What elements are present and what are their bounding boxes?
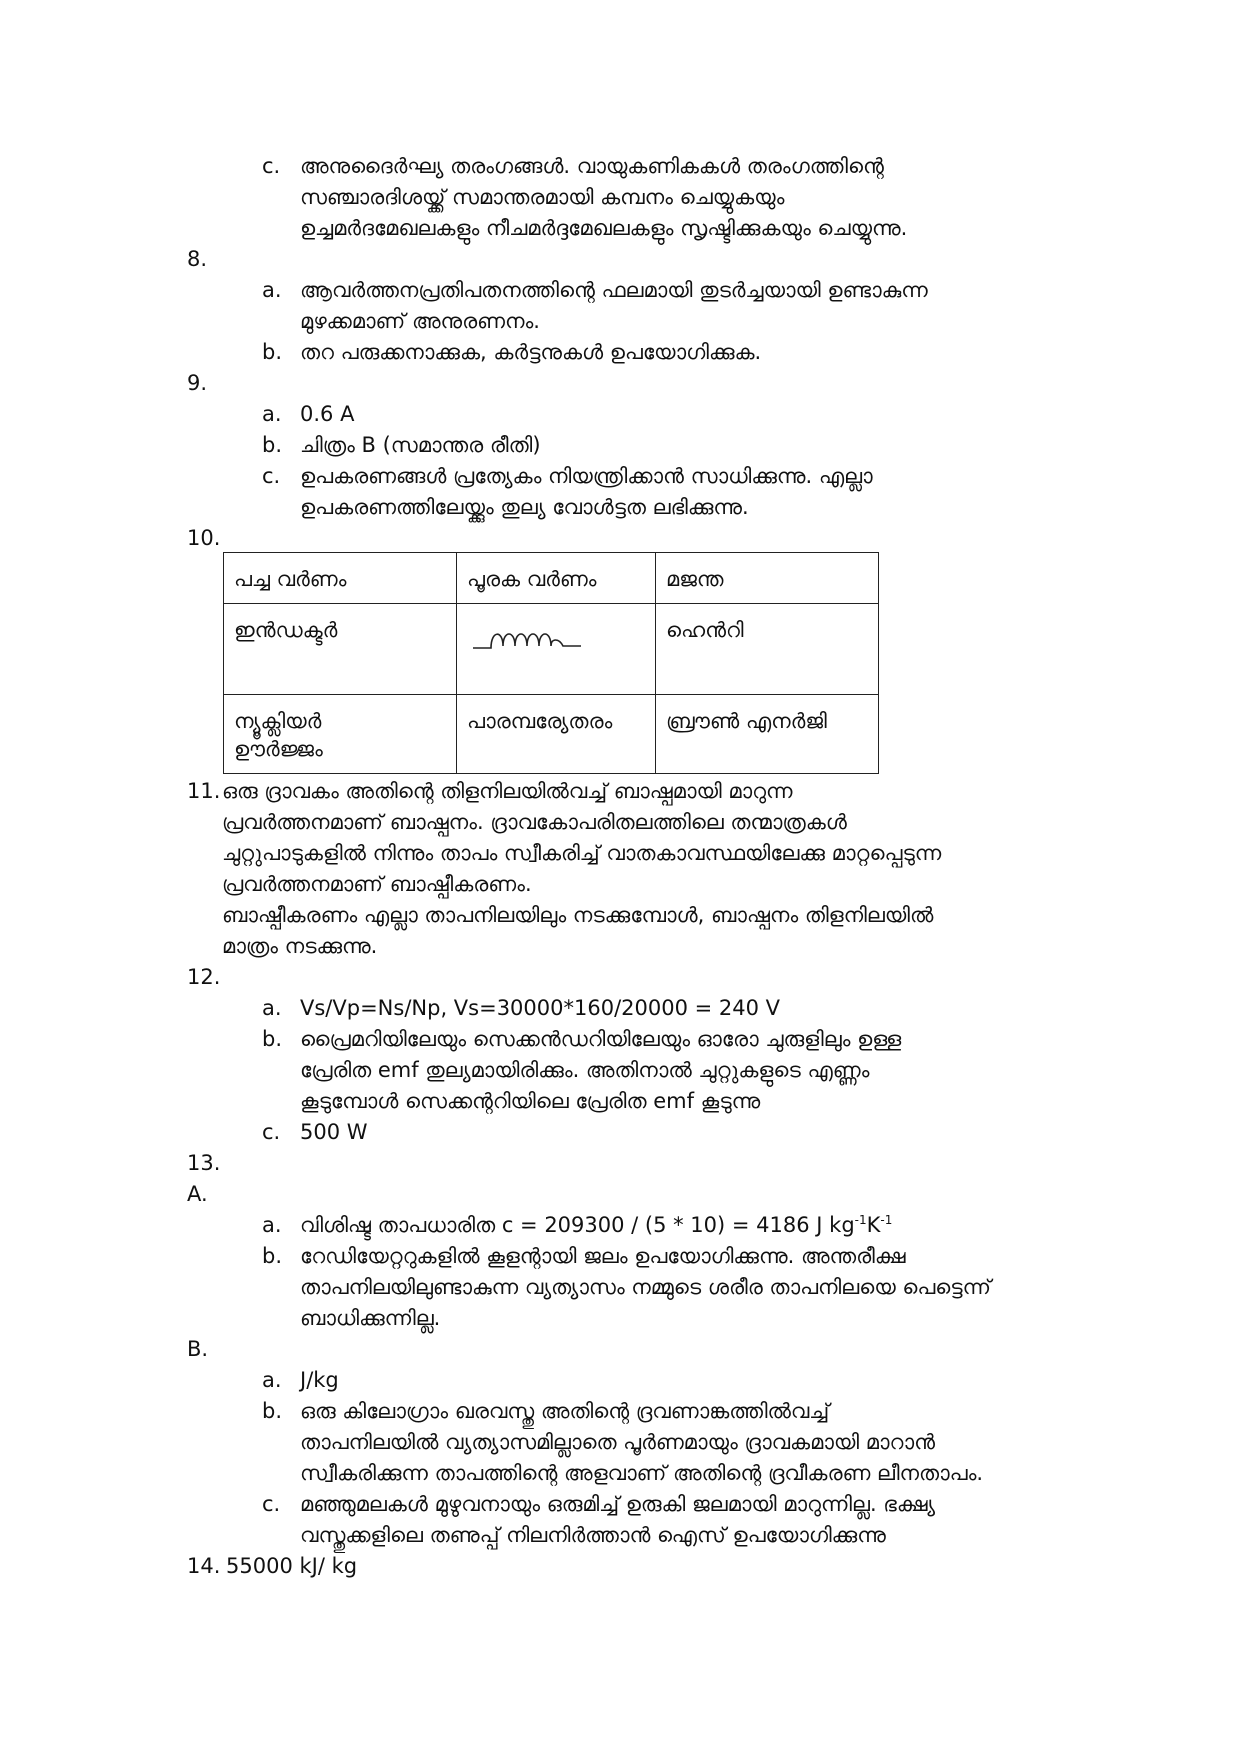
q13Aa-text (300, 1210, 892, 1240)
q12a-label: a. (262, 996, 282, 1020)
q8b-label: b. (262, 340, 283, 364)
q9-number: 9. (187, 371, 208, 395)
q13-number: 13. (187, 1151, 221, 1175)
q8a-line-2: മുഴക്കമാണ് അനുരണനം. (300, 309, 540, 333)
q11-line-6: മാത്രം നടക്കുന്നു. (222, 934, 378, 958)
q13-section-b-label: B. (187, 1337, 209, 1361)
q13-section-a-label: A. (187, 1182, 208, 1206)
q13Ab-line-1: റേഡിയേറ്ററുകളിൽ കൂളന്റായി ജലം ഉപയോഗിക്കുന്നു. അന്തരീക്ഷ (300, 1244, 906, 1268)
specific-heat-formula: വിശിഷ്ട താപധാരിത c = 209300 / (5 * 10) = 4186 J kg (300, 1213, 855, 1237)
q13Bb-line-1: ഒരു കിലോഗ്രാം ഖരവസ്തു അതിന്റെ ദ്രവണാങ്കത്തിൽവച്ച് (300, 1399, 830, 1423)
q12c-label: c. (262, 1120, 281, 1144)
q9c-line-2: ഉപകരണത്തിലേയ്ക്കും തുല്യ വോൾട്ടത ലഭിക്കുന്നു. (300, 495, 749, 519)
q8-number: 8. (187, 247, 208, 271)
q13Ba-text: J/kg (300, 1368, 339, 1392)
inductor-coil-icon (467, 616, 597, 660)
q13Bc-label: c. (262, 1492, 281, 1516)
unit-exponent: -1 (880, 1213, 893, 1227)
q12-number: 12. (187, 965, 221, 989)
q8a-label: a. (262, 278, 282, 302)
unit-kelvin: K (866, 1213, 881, 1237)
q7c-line-2: സഞ്ചാരദിശയ്ക്ക് സമാന്തരമായി കമ്പനം ചെയ്യുകയും (300, 185, 785, 209)
table-cell-line: ന്യൂക്ലിയർ (234, 709, 322, 733)
q11-line-3: ചുറ്റുപാടുകളിൽ നിന്നും താപം സ്വീകരിച്ച് വാതകാവസ്ഥയിലേക്കു മാറ്റപ്പെടുന്ന (222, 841, 942, 865)
q12b-label: b. (262, 1027, 283, 1051)
table-cell: ഇൻഡക്ടർ (224, 604, 457, 695)
q12b-line-2: പ്രേരിത emf തുല്യമായിരിക്കും. അതിനാൽ ചുറ്റുകളുടെ എണ്ണം (300, 1058, 870, 1082)
q13Bb-label: b. (262, 1399, 283, 1423)
q13Bb-line-2: താപനിലയിൽ വ്യത്യാസമില്ലാതെ പൂർണമായും ദ്രാവകമായി മാറാൻ (300, 1430, 935, 1454)
q10-table (223, 552, 879, 774)
q13Bc-line-1: മഞ്ഞുമലകൾ മുഴുവനായും ഒരുമിച്ച് ഉരുകി ജലമായി മാറുന്നില്ല. ഭക്ഷ്യ (300, 1492, 935, 1516)
q13Ab-label: b. (262, 1244, 283, 1268)
q8a-line-1: ആവർത്തനപ്രതിപതനത്തിന്റെ ഫലമായി തുടർച്ചയായി ഉണ്ടാകുന്ന (300, 278, 928, 302)
q11-line-2: പ്രവർത്തനമാണ് ബാഷ്പനം. ദ്രാവകോപരിതലത്തിലെ തന്മാത്രകൾ (222, 810, 847, 834)
q11-number: 11. (187, 779, 221, 803)
table-cell: മജന്ത (656, 553, 879, 604)
q14-number: 14. (187, 1554, 221, 1578)
q11-line-4: പ്രവർത്തനമാണ് ബാഷ്പീകരണം. (222, 872, 532, 896)
q12c-text: 500 W (300, 1120, 368, 1144)
q9c-label: c. (262, 464, 281, 488)
q7c-line-1: അനുദൈർഘ്യ തരംഗങ്ങൾ. വായുകണികകൾ തരംഗത്തിന്റെ (300, 154, 884, 178)
q9b-text: ചിത്രം B (സമാന്തര രീതി) (300, 433, 541, 457)
q13Aa-label: a. (262, 1213, 282, 1237)
q12b-line-1: പ്രൈമറിയിലേയും സെക്കൻഡറിയിലേയും ഓരോ ചുരുളിലും ഉള്ള (300, 1027, 902, 1051)
inductor-symbol-cell (457, 604, 656, 695)
table-cell-line: ഊർജ്ജം (234, 737, 323, 761)
q7c-line-3: ഉച്ചമർദമേഖലകളും നീചമർദ്ദമേഖലകളും സൃഷ്ടിക്കുകയും ചെയ്യുന്നു. (300, 216, 908, 240)
q13Bc-line-2: വസ്തുക്കളിലെ തണുപ്പ് നിലനിർത്താൻ ഐസ് ഉപയോഗിക്കുന്നു (300, 1523, 886, 1547)
q9c-line-1: ഉപകരണങ്ങൾ പ്രത്യേകം നിയന്ത്രിക്കാൻ സാധിക്കുന്നു. എല്ലാ (300, 464, 873, 488)
table-cell: പൂരക വർണം (457, 553, 656, 604)
q11-line-5: ബാഷ്പീകരണം എല്ലാ താപനിലയിലും നടക്കുമ്പോൾ, ബാഷ്പനം തിളനിലയിൽ (222, 903, 934, 927)
q9a-label: a. (262, 402, 282, 426)
table-cell (224, 695, 457, 774)
q13Ab-line-2: താപനിലയിലുണ്ടാകുന്ന വ്യത്യാസം നമ്മുടെ ശരീര താപനിലയെ പെട്ടെന്ന് (300, 1275, 991, 1299)
q10-number: 10. (187, 526, 221, 550)
q14-text: 55000 kJ/ kg (226, 1554, 358, 1578)
q13Ab-line-3: ബാധിക്കുന്നില്ല. (300, 1306, 441, 1330)
q8b-text: തറ പരുക്കനാക്കുക, കർട്ടനുകൾ ഉപയോഗിക്കുക. (300, 340, 762, 364)
q13Ba-label: a. (262, 1368, 282, 1392)
q11-line-1: ഒരു ദ്രാവകം അതിന്റെ തിളനിലയിൽവച്ച് ബാഷ്പമായി മാറുന്ന (222, 779, 793, 803)
q12a-text: Vs/Vp=Ns/Np, Vs=30000*160/20000 = 240 V (300, 996, 781, 1020)
table-cell: പച്ച വർണം (224, 553, 457, 604)
table-cell: ഹെൻറി (656, 604, 879, 695)
q9a-text: 0.6 A (300, 402, 355, 426)
unit-exponent: -1 (854, 1213, 867, 1227)
q9b-label: b. (262, 433, 283, 457)
table-cell: പാരമ്പര്യേതരം (457, 695, 656, 774)
q13Bb-line-3: സ്വീകരിക്കുന്ന താപത്തിന്റെ അളവാണ് അതിന്റെ ദ്രവീകരണ ലീനതാപം. (300, 1461, 984, 1485)
table-cell: ബ്രൗൺ എനർജി (656, 695, 879, 774)
q7c-label: c. (262, 154, 281, 178)
q12b-line-3: കൂടുമ്പോൾ സെക്കന്ററിയിലെ പ്രേരിത emf കൂടുന്നു (300, 1089, 761, 1113)
